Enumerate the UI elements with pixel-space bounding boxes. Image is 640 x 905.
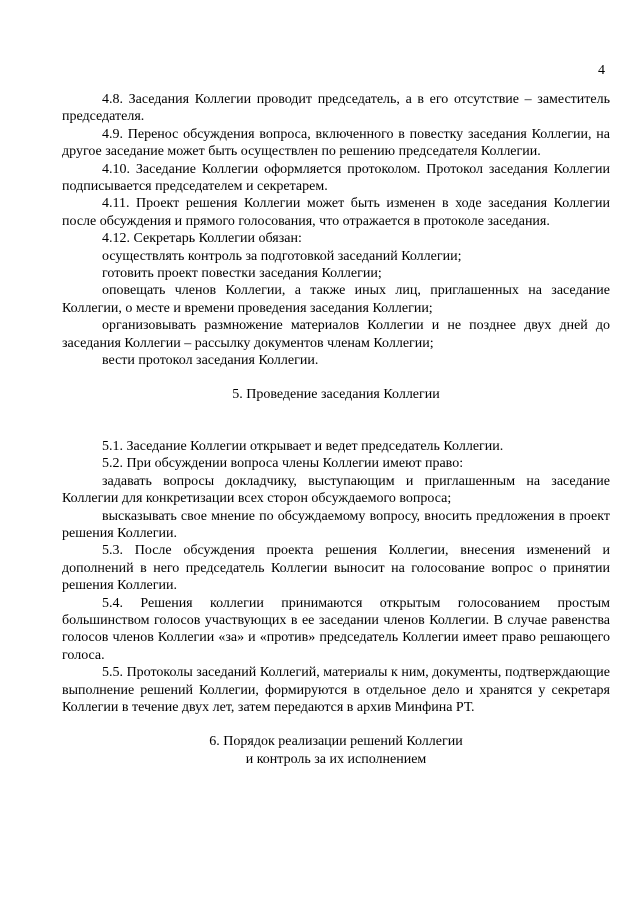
member-right-2: высказывать свое мнение по обсуждаемому вопросу, вносить предложения в проект решения Коллегии. xyxy=(62,508,610,541)
page-number: 4 xyxy=(598,63,605,78)
secretary-duty-1: осуществлять контроль за подготовкой заседаний Коллегии; xyxy=(102,248,462,264)
secretary-duty-5: вести протокол заседания Коллегии. xyxy=(102,353,319,369)
clause-4-8: 4.8. Заседания Коллегии проводит председатель, а в его отсутствие – заместитель председателя. xyxy=(62,92,610,125)
member-right-1: задавать вопросы докладчику, выступающим и приглашенным на заседание Коллегии для конкретизации всех сторон обсуждаемого вопроса; xyxy=(62,473,610,507)
clause-4-12: 4.12. Секретарь Коллегии обязан: xyxy=(102,231,302,247)
section-6-heading-line1: 6. Порядок реализации решений Коллегии xyxy=(209,734,463,750)
document-body xyxy=(62,91,610,768)
clause-4-9: 4.9. Перенос обсуждения вопроса, включенного в повестку заседания Коллегии, на другое заседание может быть осуществлен по решению председателя Коллегии. xyxy=(62,126,610,160)
secretary-duty-3: оповещать членов Коллегии, а также иных лиц, приглашенных на заседание Коллегии, о месте и времени проведения заседания Коллегии; xyxy=(62,283,610,316)
clause-5-4: 5.4. Решения коллегии принимаются открытым голосованием простым большинством голосов участвующих в ее заседании членов Коллегии. В случае равенства голосов членов Коллегии «за» и «против» председатель Коллегии имеет право решающего голоса. xyxy=(62,595,610,663)
clause-5-3: 5.3. После обсуждения проекта решения Коллегии, внесения изменений и дополнений в него председатель Коллегии выносит на голосование вопрос о принятии решения Коллегии. xyxy=(62,543,610,594)
section-5-heading: 5. Проведение заседания Коллегии xyxy=(232,386,440,402)
clause-5-5: 5.5. Протоколы заседаний Коллегий, материалы к ним, документы, подтверждающие выполнение решений Коллегии, формируются в отдельное дело и хранятся у секретаря Коллегии в течение двух лет, затем передаются в архив Минфина РТ. xyxy=(62,665,610,715)
section-6-heading-line2: и контроль за их исполнением xyxy=(245,751,427,767)
clause-4-11: 4.11. Проект решения Коллегии может быть изменен в ходе заседания Коллегии после обсуждения и прямого голосования, что отражается в протоколе заседания. xyxy=(62,196,610,229)
clause-4-10: 4.10. Заседание Коллегии оформляется протоколом. Протокол заседания Коллегии подписывается председателем и секретарем. xyxy=(62,161,610,195)
clause-5-1: 5.1. Заседание Коллегии открывает и ведет председатель Коллегии. xyxy=(102,438,504,454)
secretary-duty-2: готовить проект повестки заседания Коллегии; xyxy=(102,266,382,282)
clause-5-2: 5.2. При обсуждении вопроса члены Коллегии имеют право: xyxy=(102,456,464,472)
secretary-duty-4: организовывать размножение материалов Коллегии и не позднее двух дней до заседания Коллегии – рассылку документов членам Коллегии; xyxy=(62,318,610,351)
